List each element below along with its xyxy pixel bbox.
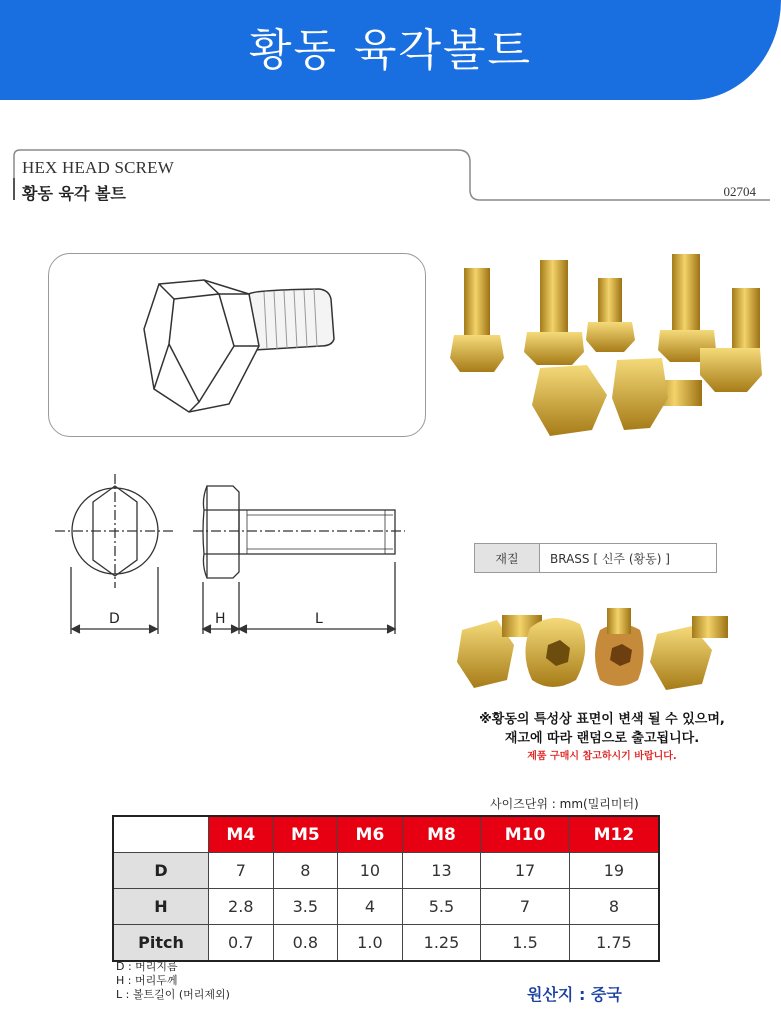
- spec-header-row: [113, 816, 659, 853]
- material-table: [474, 543, 717, 573]
- spec-header-m10: M10: [481, 816, 570, 853]
- brass-bolts-photo: [432, 240, 781, 460]
- spec-header-m8: M8: [402, 816, 481, 853]
- table-cell: 1.0: [338, 925, 403, 962]
- table-row: [113, 889, 659, 925]
- row-label-h: H: [113, 889, 209, 925]
- spec-header-m6: M6: [338, 816, 403, 853]
- table-cell: 13: [402, 853, 481, 889]
- country-of-origin: 원산지 : 중국: [527, 985, 622, 1004]
- dimension-drawing: [55, 472, 405, 642]
- dimension-legend: [116, 960, 230, 1002]
- note-line-2: 재고에 따라 랜덤으로 출고됩니다.: [504, 731, 700, 746]
- dim-label-l: L: [315, 611, 323, 627]
- table-cell: 17: [481, 853, 570, 889]
- table-cell: 4: [338, 889, 403, 925]
- table-cell: 8: [569, 889, 659, 925]
- product-code: 02704: [723, 184, 756, 199]
- material-label: 재질: [475, 544, 540, 573]
- row-label-d: D: [113, 853, 209, 889]
- spec-corner-cell: [113, 816, 209, 853]
- bolt-heads-photo: [452, 600, 742, 700]
- row-label-pitch: Pitch: [113, 925, 209, 962]
- spec-header-m5: M5: [273, 816, 338, 853]
- table-cell: 0.8: [273, 925, 338, 962]
- legend-l: L : 볼트길이 (머리제외): [116, 988, 230, 1001]
- table-cell: 1.25: [402, 925, 481, 962]
- legend-d: D : 머리지름: [116, 960, 178, 973]
- table-cell: 7: [481, 889, 570, 925]
- english-title: HEX HEAD SCREW: [22, 158, 175, 177]
- legend-h: H : 머리두께: [116, 974, 178, 987]
- table-cell: 1.75: [569, 925, 659, 962]
- table-cell: 1.5: [481, 925, 570, 962]
- table-row: [113, 925, 659, 962]
- header-frame: [0, 0, 781, 210]
- table-row: [113, 853, 659, 889]
- table-cell: 5.5: [402, 889, 481, 925]
- material-value: BRASS [ 신주 (황동) ]: [540, 544, 717, 573]
- note-line-3: 제품 구매시 참고하시기 바랍니다.: [527, 751, 677, 762]
- banner-title: 황동 육각볼트: [248, 25, 532, 76]
- spec-header-m4: M4: [209, 816, 274, 853]
- table-cell: 19: [569, 853, 659, 889]
- spec-table: [112, 815, 660, 962]
- size-unit-text: 사이즈단위 : mm(밀리미터): [490, 797, 639, 811]
- dim-label-h: H: [215, 611, 226, 627]
- table-cell: 2.8: [209, 889, 274, 925]
- bolt-illustration-box: [48, 253, 426, 437]
- table-cell: 3.5: [273, 889, 338, 925]
- table-cell: 7: [209, 853, 274, 889]
- table-cell: 8: [273, 853, 338, 889]
- hex-bolt-sketch: [49, 254, 425, 436]
- table-cell: 0.7: [209, 925, 274, 962]
- korean-title: 황동 육각 볼트: [22, 184, 126, 203]
- dim-label-d: D: [109, 611, 120, 627]
- table-cell: 10: [338, 853, 403, 889]
- spec-header-m12: M12: [569, 816, 659, 853]
- note-line-1: ※황동의 특성상 표면이 변색 될 수 있으며,: [479, 712, 725, 727]
